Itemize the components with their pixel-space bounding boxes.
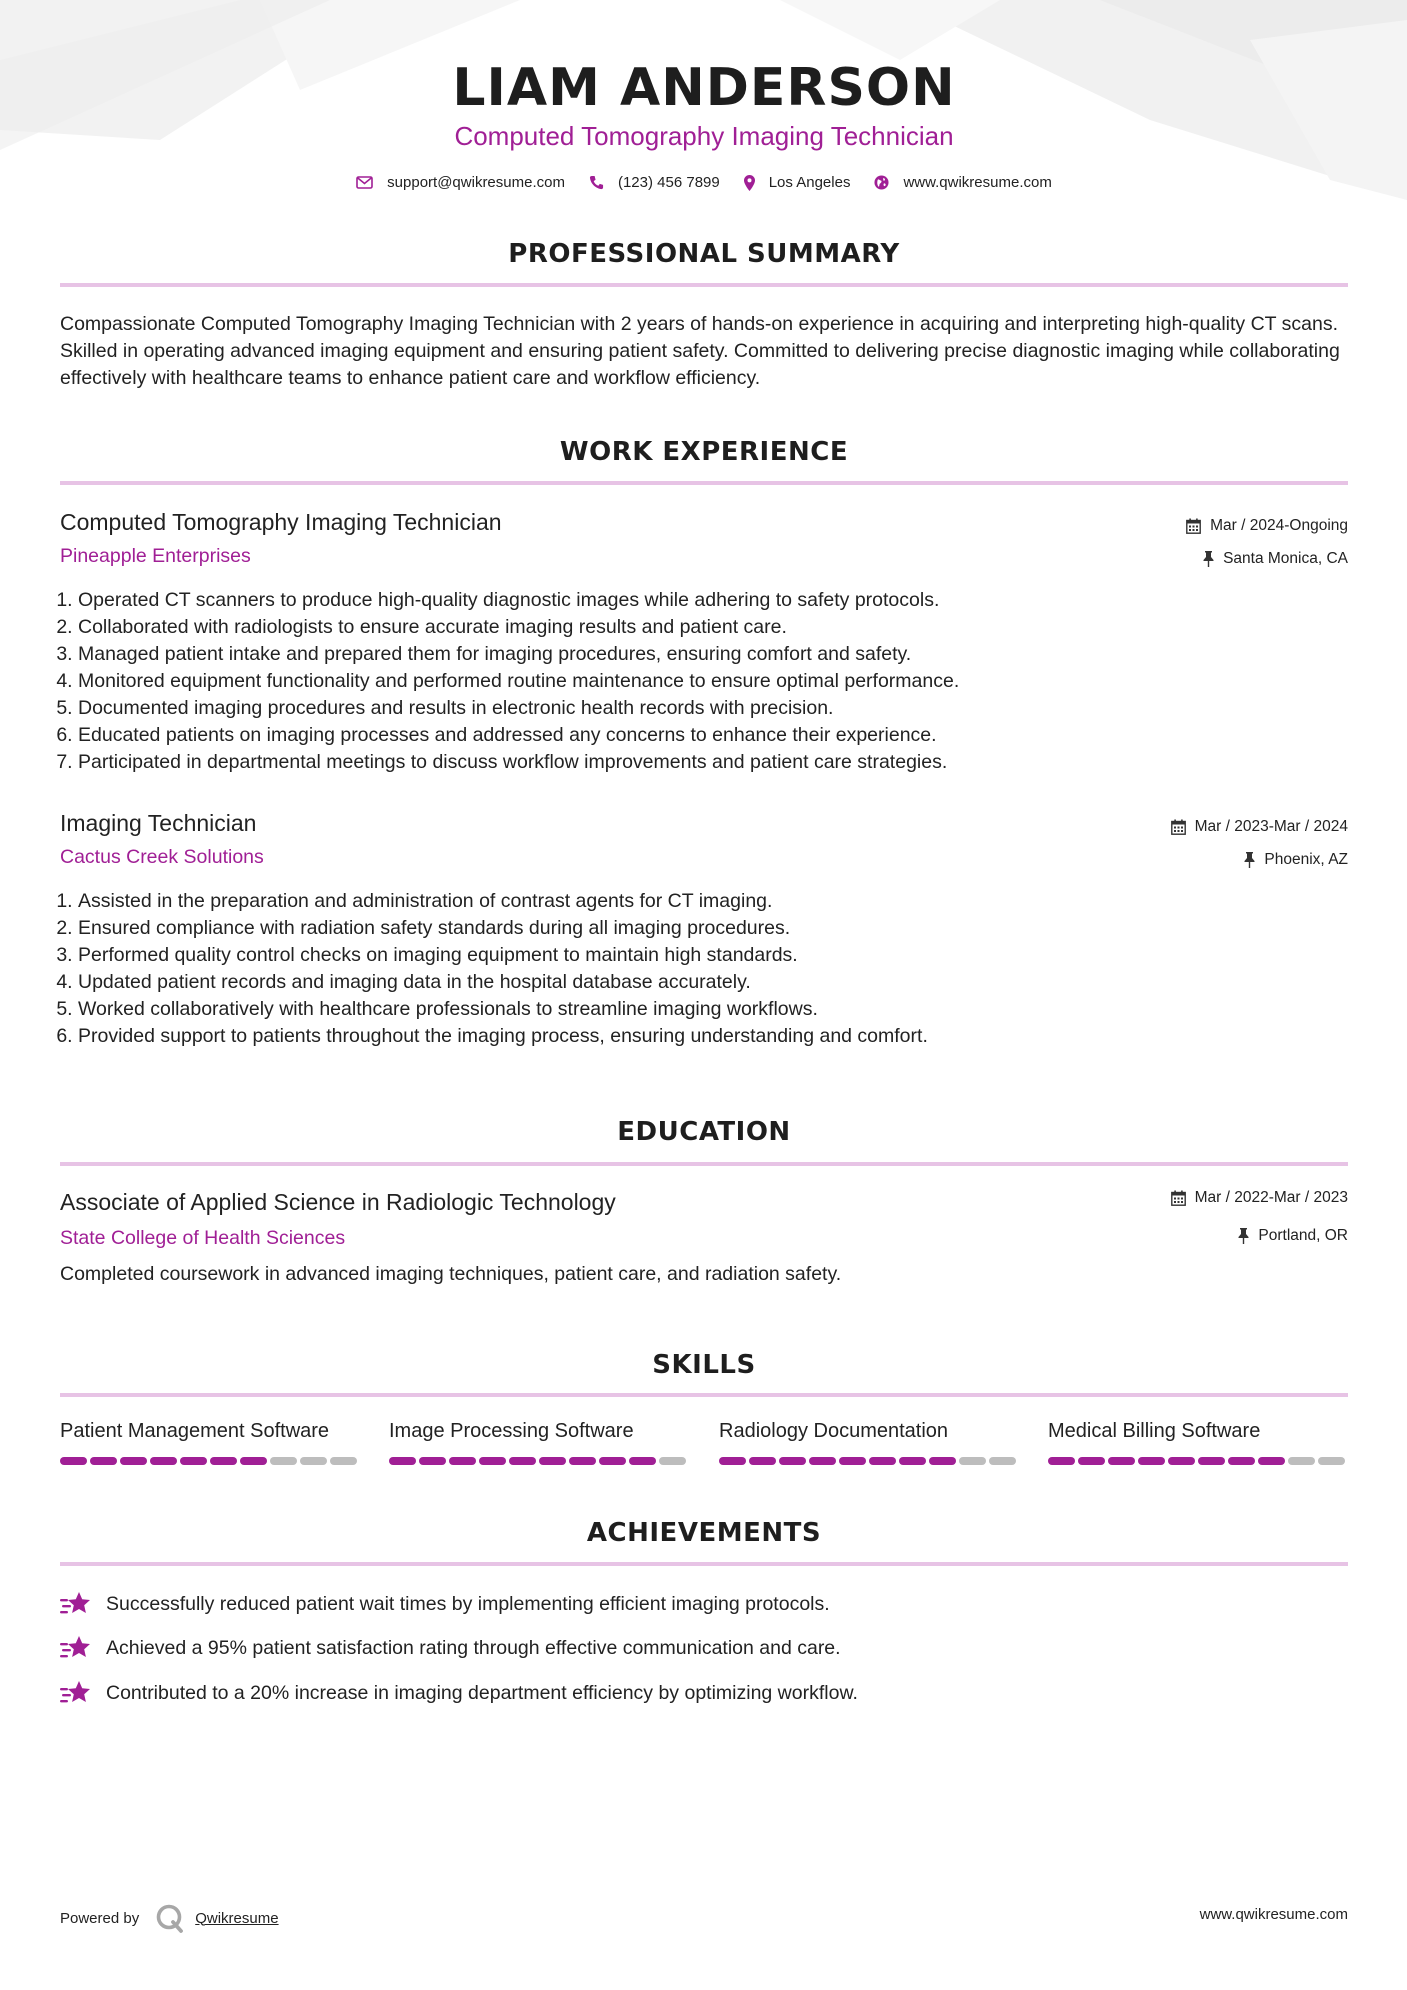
skill-segment-empty bbox=[330, 1457, 357, 1465]
globe-icon bbox=[874, 175, 889, 190]
skill-segment-filled bbox=[1138, 1457, 1165, 1465]
skill-segment-empty bbox=[659, 1457, 686, 1465]
list-item: 7. Participated in departmental meetings to discuss workflow improvements and patient care strategies. bbox=[78, 749, 959, 776]
candidate-role: Computed Tomography Imaging Technician bbox=[454, 121, 954, 151]
calendar-icon bbox=[1171, 819, 1186, 835]
section-title-summary: PROFESSIONAL SUMMARY bbox=[508, 239, 900, 269]
list-item: 4. Updated patient records and imaging data in the hospital database accurately. bbox=[78, 969, 928, 996]
education-location-text: Portland, OR bbox=[1258, 1227, 1348, 1244]
job-dates bbox=[1186, 517, 1348, 535]
skill-segment-filled bbox=[1228, 1457, 1255, 1465]
skill-segment-filled bbox=[539, 1457, 566, 1465]
skill-segment-filled bbox=[629, 1457, 656, 1465]
skill-segment-empty bbox=[1318, 1457, 1345, 1465]
contact-phone[interactable] bbox=[589, 174, 720, 191]
skill-segment-filled bbox=[1258, 1457, 1285, 1465]
map-marker-icon bbox=[744, 175, 755, 191]
skill-item bbox=[1048, 1420, 1348, 1465]
contact-location-text: Los Angeles bbox=[768, 174, 851, 191]
section-divider bbox=[60, 283, 1348, 287]
achievement-text: Successfully reduced patient wait times by implementing efficient imaging protocols. bbox=[106, 1592, 830, 1615]
skill-name: Radiology Documentation bbox=[719, 1420, 949, 1442]
contact-location bbox=[744, 174, 851, 191]
skill-segment-filled bbox=[509, 1457, 536, 1465]
powered-by-label: Powered by bbox=[60, 1909, 140, 1927]
calendar-icon bbox=[1186, 518, 1201, 534]
list-item: 5. Documented imaging procedures and results in electronic health records with precision. bbox=[78, 695, 959, 722]
list-item: 3. Managed patient intake and prepared them for imaging procedures, ensuring comfort and safety. bbox=[78, 641, 959, 668]
section-divider bbox=[60, 481, 1348, 485]
skill-segment-filled bbox=[749, 1457, 776, 1465]
envelope-icon bbox=[356, 176, 373, 189]
list-item: 1. Operated CT scanners to produce high-quality diagnostic images while adhering to safety protocols. bbox=[78, 587, 959, 614]
contact-website-text: www.qwikresume.com bbox=[903, 174, 1052, 191]
list-item: 1. Assisted in the preparation and administration of contrast agents for CT imaging. bbox=[78, 888, 928, 915]
list-item: 2. Ensured compliance with radiation safety standards during all imaging procedures. bbox=[78, 915, 928, 942]
education-dates-text: Mar / 2022-Mar / 2023 bbox=[1194, 1189, 1348, 1206]
shooting-star-icon bbox=[60, 1679, 93, 1707]
skill-level-bar bbox=[60, 1457, 360, 1465]
job-dates-text: Mar / 2024-Ongoing bbox=[1210, 517, 1348, 534]
job-location-text: Phoenix, AZ bbox=[1264, 851, 1348, 868]
list-item: 2. Collaborated with radiologists to ensure accurate imaging results and patient care. bbox=[78, 614, 959, 641]
skill-segment-filled bbox=[150, 1457, 177, 1465]
education-school: State College of Health Sciences bbox=[60, 1227, 346, 1249]
skill-level-bar bbox=[719, 1457, 1019, 1465]
job-location-text: Santa Monica, CA bbox=[1223, 550, 1348, 567]
skill-segment-filled bbox=[479, 1457, 506, 1465]
skill-segment-filled bbox=[419, 1457, 446, 1465]
calendar-icon bbox=[1171, 1190, 1186, 1206]
education-degree: Associate of Applied Science in Radiologic Technology bbox=[60, 1189, 616, 1215]
skill-segment-empty bbox=[270, 1457, 297, 1465]
pushpin-icon bbox=[1203, 551, 1214, 567]
skill-segment-empty bbox=[959, 1457, 986, 1465]
section-title-achievements: ACHIEVEMENTS bbox=[586, 1518, 822, 1548]
contact-email-text: support@qwikresume.com bbox=[387, 174, 565, 191]
list-item: 5. Worked collaboratively with healthcare professionals to streamline imaging workflows. bbox=[78, 996, 928, 1023]
qwikresume-logo-icon bbox=[155, 1903, 185, 1933]
skill-segment-filled bbox=[599, 1457, 626, 1465]
skill-name: Patient Management Software bbox=[60, 1420, 330, 1442]
skill-segment-filled bbox=[1108, 1457, 1135, 1465]
list-item: 6. Provided support to patients throughout the imaging process, ensuring understanding and comfort. bbox=[78, 1023, 928, 1050]
education-dates bbox=[1171, 1189, 1348, 1207]
skill-segment-filled bbox=[1078, 1457, 1105, 1465]
skill-name: Medical Billing Software bbox=[1048, 1420, 1261, 1442]
skill-segment-filled bbox=[809, 1457, 836, 1465]
section-title-experience: WORK EXPERIENCE bbox=[559, 437, 849, 467]
achievement-item bbox=[60, 1634, 841, 1662]
section-title-education: EDUCATION bbox=[617, 1117, 791, 1147]
job-dates bbox=[1171, 818, 1348, 836]
achievement-item bbox=[60, 1679, 858, 1707]
skill-segment-filled bbox=[210, 1457, 237, 1465]
achievement-text: Contributed to a 20% increase in imaging department efficiency by optimizing workflow. bbox=[106, 1681, 858, 1704]
skill-segment-filled bbox=[1048, 1457, 1075, 1465]
footer-website-link[interactable]: www.qwikresume.com bbox=[1199, 1906, 1348, 1923]
skill-segment-filled bbox=[1198, 1457, 1225, 1465]
skill-segment-filled bbox=[120, 1457, 147, 1465]
achievement-text: Achieved a 95% patient satisfaction rating through effective communication and care. bbox=[106, 1636, 841, 1659]
skill-segment-filled bbox=[929, 1457, 956, 1465]
job-duties-list bbox=[60, 587, 959, 776]
pushpin-icon bbox=[1244, 852, 1255, 868]
job-title: Imaging Technician bbox=[60, 810, 257, 836]
job-company: Cactus Creek Solutions bbox=[60, 846, 264, 868]
pushpin-icon bbox=[1238, 1228, 1249, 1244]
shooting-star-icon bbox=[60, 1634, 93, 1662]
skill-segment-filled bbox=[569, 1457, 596, 1465]
job-dates-text: Mar / 2023-Mar / 2024 bbox=[1194, 818, 1348, 835]
list-item: 3. Performed quality control checks on imaging equipment to maintain high standards. bbox=[78, 942, 928, 969]
job-location bbox=[1244, 851, 1348, 869]
footer-powered-by bbox=[60, 1903, 279, 1933]
skill-name: Image Processing Software bbox=[389, 1420, 634, 1442]
section-title-skills: SKILLS bbox=[652, 1350, 756, 1380]
skill-item bbox=[389, 1420, 689, 1465]
skill-item bbox=[60, 1420, 360, 1465]
job-title: Computed Tomography Imaging Technician bbox=[60, 509, 502, 535]
skill-segment-filled bbox=[90, 1457, 117, 1465]
achievement-item bbox=[60, 1590, 830, 1618]
skill-level-bar bbox=[1048, 1457, 1348, 1465]
skill-segment-filled bbox=[1168, 1457, 1195, 1465]
job-duties-list bbox=[60, 888, 928, 1050]
header-background-shapes bbox=[0, 0, 1407, 240]
skill-segment-filled bbox=[240, 1457, 267, 1465]
skill-segment-empty bbox=[989, 1457, 1016, 1465]
skill-item bbox=[719, 1420, 1019, 1465]
education-description: Completed coursework in advanced imaging techniques, patient care, and radiation safety. bbox=[60, 1263, 842, 1285]
contact-website[interactable] bbox=[874, 174, 1051, 191]
contact-email[interactable] bbox=[356, 174, 565, 191]
skill-segment-filled bbox=[899, 1457, 926, 1465]
section-divider bbox=[60, 1393, 1348, 1397]
contact-bar bbox=[60, 174, 1348, 191]
skill-segment-filled bbox=[60, 1457, 87, 1465]
skill-segment-filled bbox=[180, 1457, 207, 1465]
skill-segment-filled bbox=[719, 1457, 746, 1465]
candidate-name: LIAM ANDERSON bbox=[452, 58, 956, 118]
skill-level-bar bbox=[389, 1457, 689, 1465]
skill-segment-filled bbox=[839, 1457, 866, 1465]
skill-segment-filled bbox=[449, 1457, 476, 1465]
skill-segment-empty bbox=[1288, 1457, 1315, 1465]
section-divider bbox=[60, 1162, 1348, 1166]
shooting-star-icon bbox=[60, 1590, 93, 1618]
skill-segment-empty bbox=[300, 1457, 327, 1465]
skill-segment-filled bbox=[869, 1457, 896, 1465]
skill-segment-filled bbox=[779, 1457, 806, 1465]
list-item: 4. Monitored equipment functionality and performed routine maintenance to ensure optimal performance. bbox=[78, 668, 959, 695]
section-divider bbox=[60, 1562, 1348, 1566]
skill-segment-filled bbox=[389, 1457, 416, 1465]
qwikresume-link[interactable]: Qwikresume bbox=[195, 1909, 279, 1927]
phone-icon bbox=[589, 175, 604, 190]
job-company: Pineapple Enterprises bbox=[60, 545, 251, 567]
summary-text: Compassionate Computed Tomography Imaging Technician with 2 years of hands-on experience in acquiring and interpreting high-quality CT scans. Skilled in operating advanced imaging equipment and ensuring patient safety. Committed to delivering precise diagnostic imaging while collaborating effectively with healthcare teams to enhance patient care and workflow efficiency. bbox=[60, 313, 1340, 389]
education-location bbox=[1238, 1227, 1348, 1245]
job-location bbox=[1203, 550, 1348, 568]
list-item: 6. Educated patients on imaging processes and addressed any concerns to enhance their experience. bbox=[78, 722, 959, 749]
contact-phone-text: (123) 456 7899 bbox=[617, 174, 720, 191]
